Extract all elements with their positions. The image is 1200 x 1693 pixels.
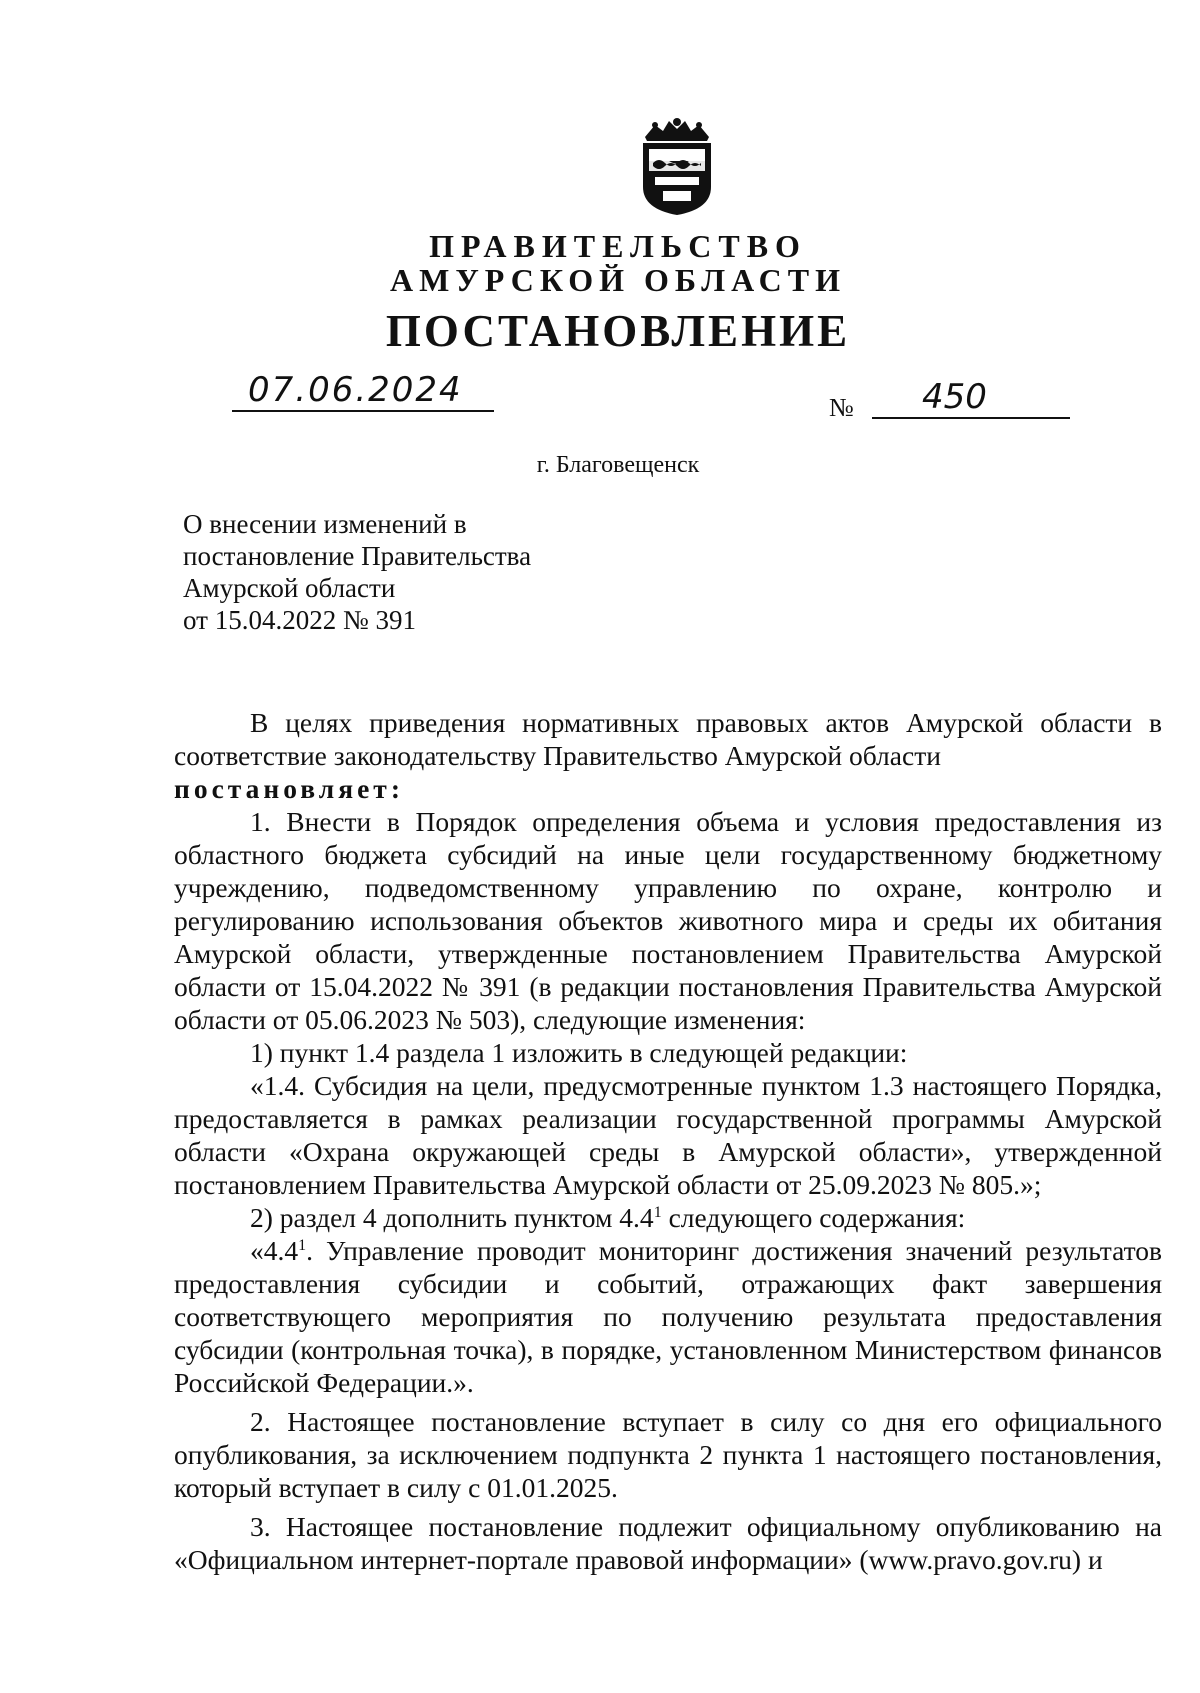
- subitem-2-text-end: . Управление проводит мониторинг достижения значений результатов предоставления субсидии и событий, отражающих факт завершения соответствующего мероприятия по получению результата предоставления субсидии (контрольная точка), в порядке, установленном Министерством финансов Российской Федерации.».: [174, 1235, 1162, 1398]
- subitem-2-heading-start: 2) раздел 4 дополнить пунктом 4.4: [250, 1202, 654, 1233]
- subject-line: О внесении изменений в: [183, 509, 467, 539]
- document-body: [174, 706, 1162, 1576]
- item-2-paragraph: 2. Настоящее постановление вступает в силу со дня его официального опубликования, за исключением подпункта 2 пункта 1 настоящего постановления, который вступает в силу с 01.01.2025.: [174, 1406, 1162, 1503]
- subject-block: [183, 508, 643, 636]
- subitem-2-text: [174, 1234, 1162, 1399]
- number-field: [872, 377, 1070, 419]
- subject-line: постановление Правительства: [183, 541, 532, 571]
- subitem-2-text-start: «4.4: [250, 1235, 299, 1266]
- number-label: №: [829, 393, 854, 422]
- date-field: [232, 370, 494, 412]
- city-line: г. Благовещенск: [536, 452, 700, 478]
- subject-line: от 15.04.2022 № 391: [183, 605, 416, 635]
- subitem-1-heading: 1) пункт 1.4 раздела 1 изложить в следующей редакции:: [250, 1037, 908, 1068]
- government-title-line2: АМУРСКОЙ ОБЛАСТИ: [390, 262, 846, 298]
- superscript: 1: [298, 1236, 307, 1254]
- item-3-paragraph: 3. Настоящее постановление подлежит официальному опубликованию на «Официальном интернет-портале правовой информации» (www.pravo.gov.ru) и: [174, 1511, 1162, 1575]
- decree-word: постановляет:: [174, 773, 404, 804]
- subitem-2-heading-end: следующего содержания:: [661, 1202, 966, 1233]
- item-1-paragraph: 1. Внести в Порядок определения объема и условия предоставления из областного бюджета субсидий на иные цели государственному бюджетному учреждению, подведомственному управлению по охране, контролю и регулированию использования объектов животного мира и среды их обитания Амурской области, утвержденные постановлением Правительства Амурской области от 15.04.2022 № 391 (в редакции постановления Правительства Амурской области от 05.06.2023 № 503), следующие изменения:: [174, 806, 1162, 1035]
- government-title-line1: ПРАВИТЕЛЬСТВО: [429, 228, 807, 264]
- coat-of-arms-icon: [635, 117, 719, 217]
- document-type-title: ПОСТАНОВЛЕНИЕ: [385, 306, 851, 356]
- number-value: 450: [922, 377, 987, 417]
- superscript: 1: [653, 1203, 662, 1221]
- date-value: 07.06.2024: [248, 370, 463, 410]
- subitem-1-text: «1.4. Субсидия на цели, предусмотренные пунктом 1.3 настоящего Порядка, предоставляется в рамках реализации государственной программы Амурской области «Охрана окружающей среды в Амурской области», утвержденной постановлением Правительства Амурской области от 25.09.2023 № 805.»;: [174, 1070, 1162, 1200]
- subject-line: Амурской области: [183, 573, 396, 603]
- subitem-2-heading: [174, 1201, 1162, 1234]
- intro-paragraph: В целях приведения нормативных правовых актов Амурской области в соответствие законодательству Правительство Амурской области: [174, 707, 1162, 771]
